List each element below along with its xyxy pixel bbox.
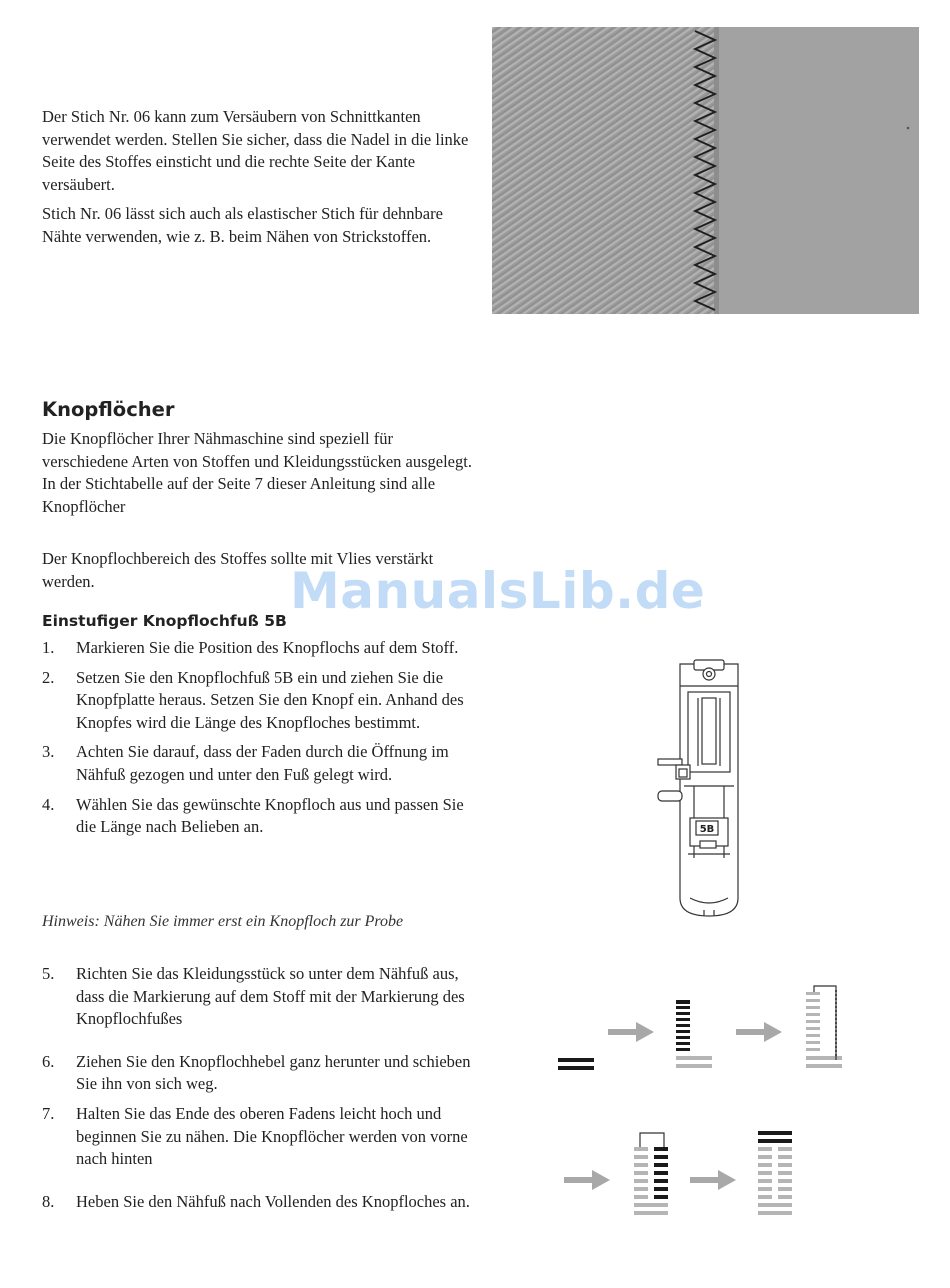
step-number: 4. [42,794,55,814]
step-text: Halten Sie das Ende des oberen Fadens leicht hoch und beginnen Sie zu nähen. Die Knopflöcher werden von vorne nach hinten [76,1103,468,1169]
buttonhole-sequence-top [550,960,860,1100]
foot-label: 5B [699,824,715,835]
step-item [42,1191,472,1214]
section-title: Knopflöcher [42,398,175,421]
subsection-title: Einstufiger Knopflochfuß 5B [42,612,287,630]
step-text: Wählen Sie das gewünschte Knopfloch aus und passen Sie die Länge nach Belieben an. [76,794,464,837]
arrow-icon [736,1022,782,1042]
step-text: Richten Sie das Kleidungsstück so unter dem Nähfuß aus, dass die Markierung auf dem Stoff mit der Markierung des Knopflochfußes [76,964,465,1029]
buttonhole-foot-illustration [654,658,746,922]
step-number: 7. [42,1103,55,1123]
arrow-icon [608,1022,654,1042]
step-item [42,794,472,839]
step-text: Setzen Sie den Knopflochfuß 5B ein und ziehen Sie die Knopfplatte heraus. Setzen Sie den Knopf ein. Anhand des Knopfes wird die Länge des Knopfloches bestimmt. [76,667,464,732]
step-number: 8. [42,1191,55,1211]
step-item [42,1103,472,1171]
step-text: Achten Sie darauf, dass der Faden durch die Öffnung im Nähfuß gezogen und unter den Fuß gelegt wird. [76,742,449,784]
steps-list-2 [42,963,472,1213]
arrow-icon [564,1170,610,1190]
step-item [42,637,472,660]
buttonhole-sequence-bottom [560,1125,810,1225]
step-number: 3. [42,742,55,762]
step-item [42,1051,472,1096]
note-text: Hinweis: Nähen Sie immer erst ein Knopfloch zur Probe [42,913,404,930]
step-number: 1. [42,638,55,657]
arrow-icon [690,1170,736,1190]
overlock-stitch-photo [492,27,919,314]
step-number: 2. [42,667,55,687]
section-paragraph-2: Der Knopflochbereich des Stoffes sollte mit Vlies verstärkt werden. [42,549,434,591]
step-text: Ziehen Sie den Knopflochhebel ganz herunter und schieben Sie ihn von sich weg. [76,1051,471,1094]
step-number: 6. [42,1051,55,1071]
step-text: Heben Sie den Nähfuß nach Vollenden des Knopfloches an. [76,1191,470,1211]
intro-paragraph-2: Stich Nr. 06 lässt sich auch als elastischer Stich für dehnbare Nähte verwenden, wie z. B. beim Nähen von Strickstoffen. [42,204,443,246]
step-item [42,741,472,786]
intro-paragraph-1: Der Stich Nr. 06 kann zum Versäubern von Schnittkanten verwendet werden. Stellen Sie sicher, dass die Nadel in die linke Seite des Stoffes einsticht und die rechte Seite der Kante versäubert. [42,107,469,194]
section-paragraph-1: Die Knopflöcher Ihrer Nähmaschine sind speziell für verschiedene Arten von Stoffen und Kleidungsstücken ausgelegt. In der Stichtabelle auf der Seite 7 dieser Anleitung sind alle Knopflöcher [42,429,472,516]
steps-list-1 [42,637,472,839]
step-item [42,667,472,735]
watermark: ManualsLib.de [290,562,706,620]
step-item [42,963,472,1031]
step-number: 5. [42,964,55,983]
step-text: Markieren Sie die Position des Knopflochs auf dem Stoff. [76,638,459,657]
